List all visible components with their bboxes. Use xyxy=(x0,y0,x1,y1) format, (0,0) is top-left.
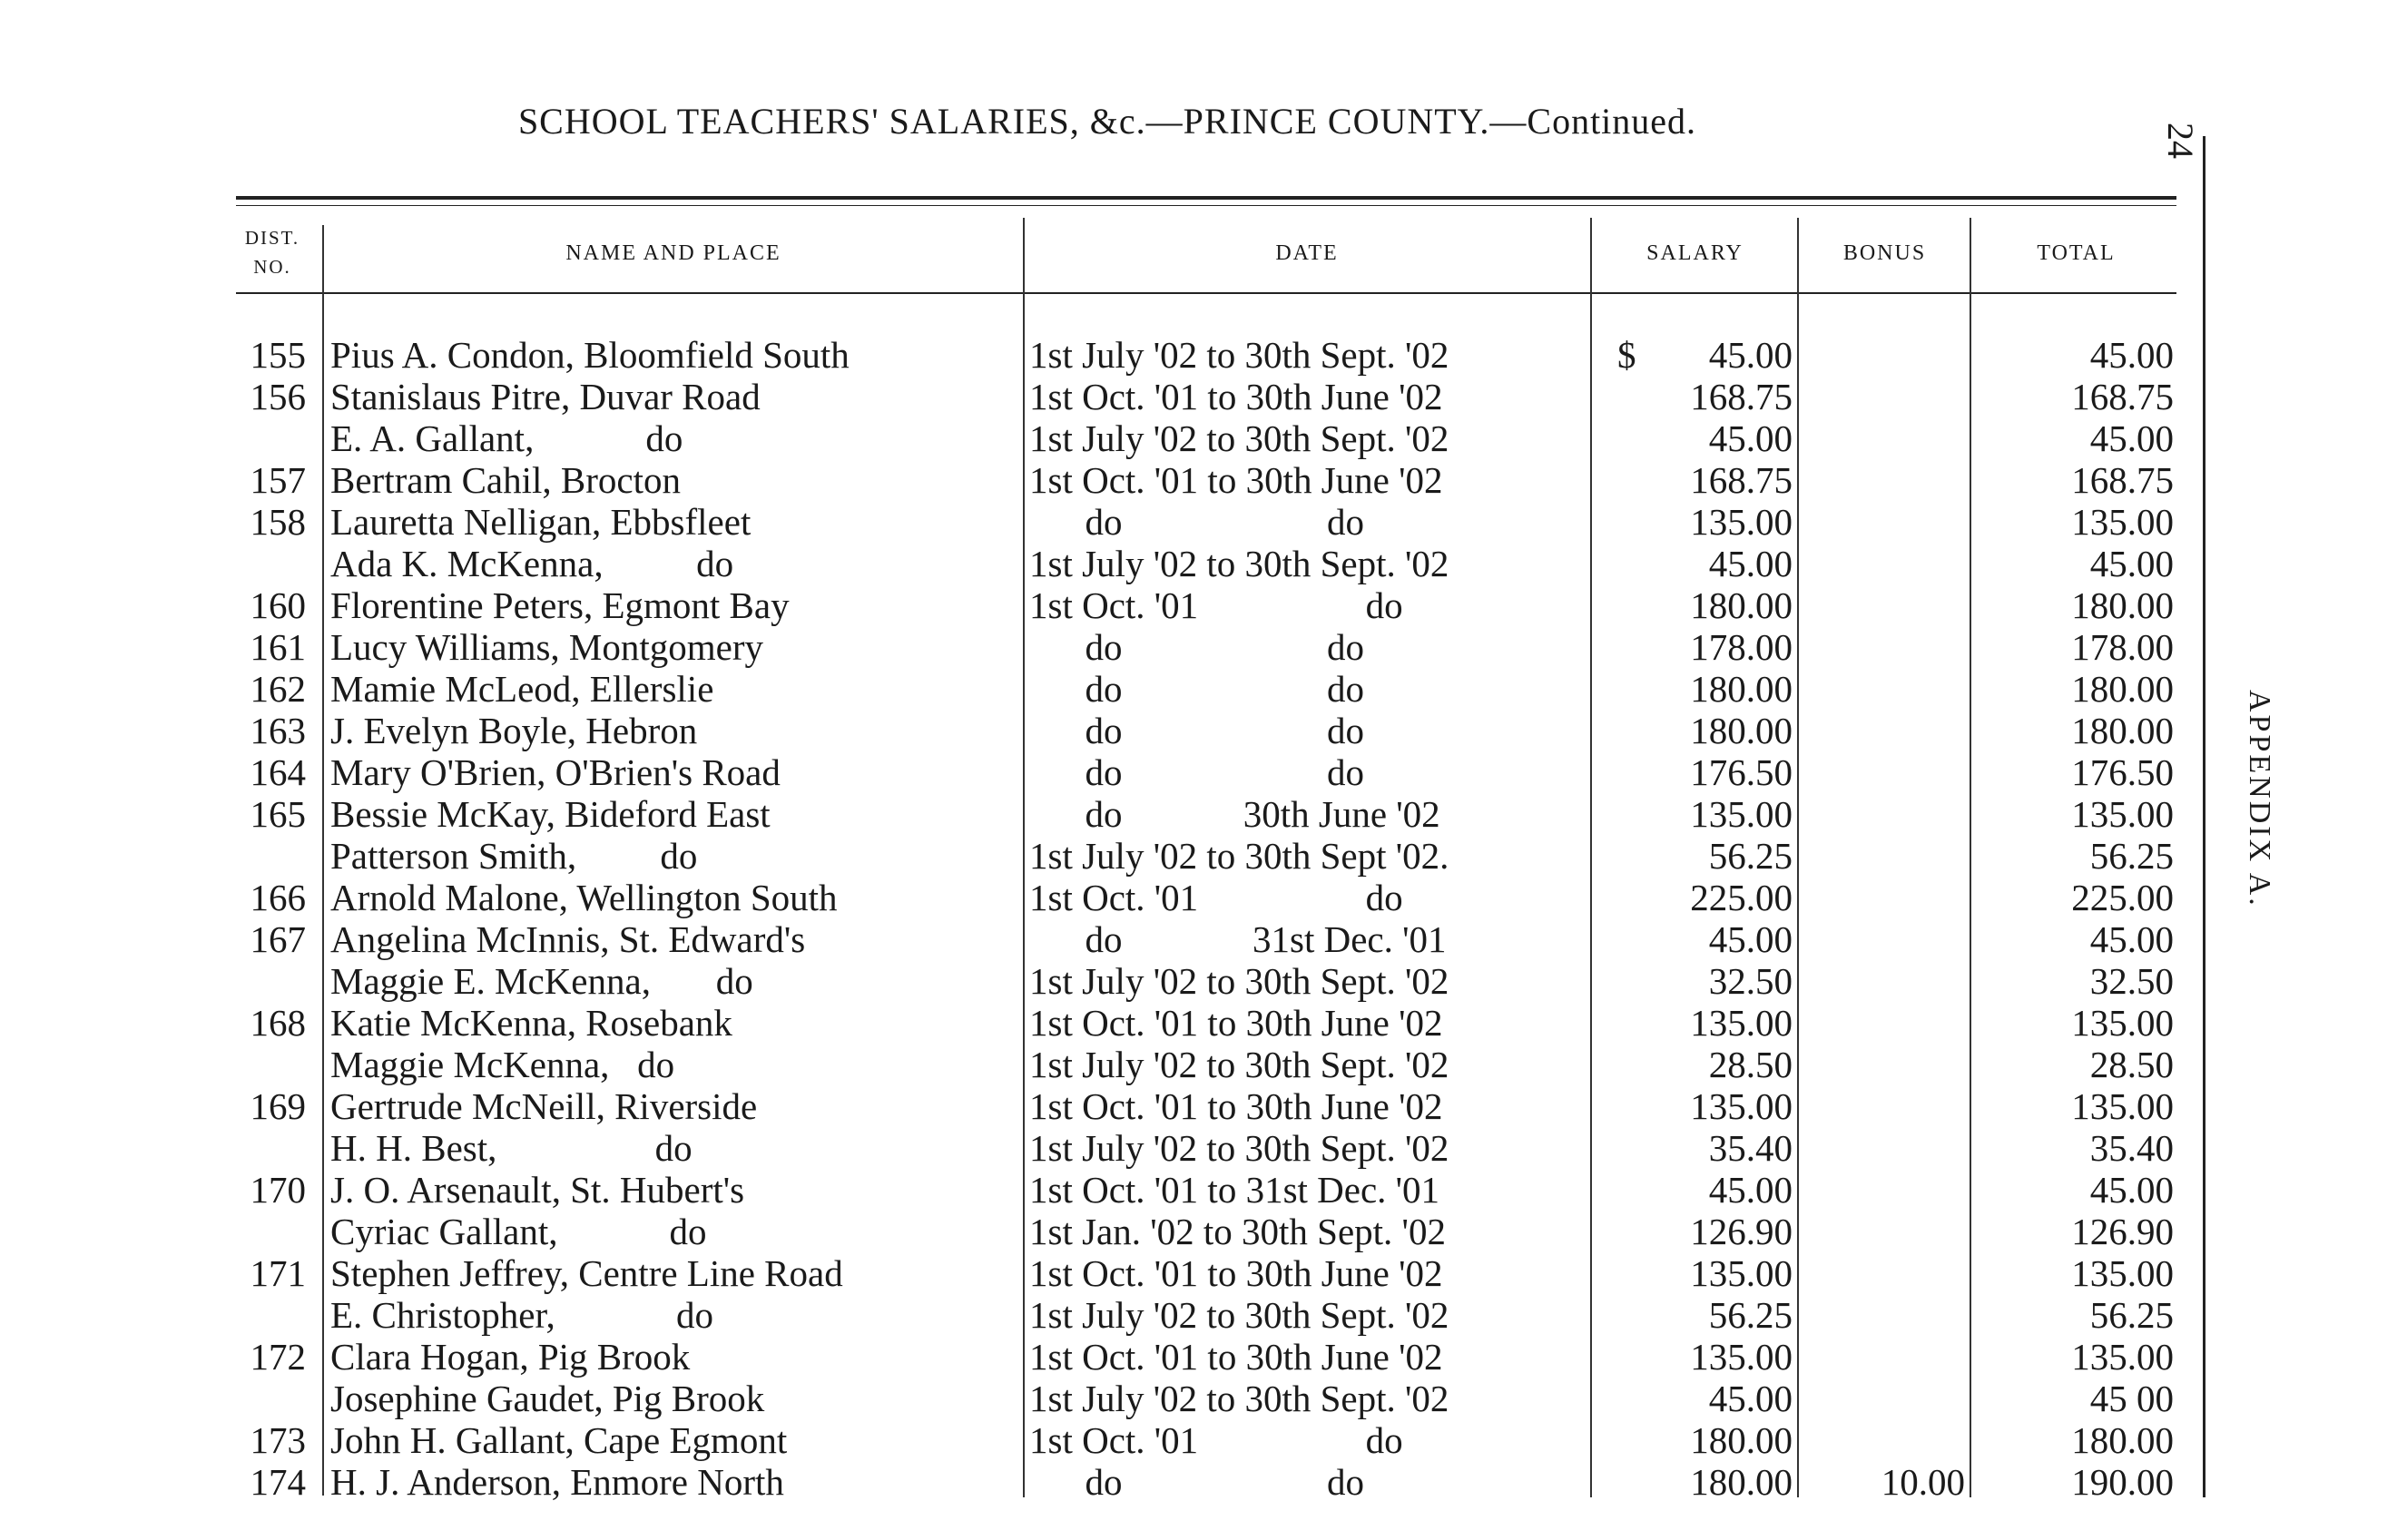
dist-no-cell: 174 xyxy=(250,1461,306,1503)
table-row xyxy=(0,1252,2397,1294)
name-place-cell: Stanislaus Pitre, Duvar Road xyxy=(330,376,761,417)
name-place-cell: Pius A. Condon, Bloomfield South xyxy=(330,334,850,376)
dist-no-cell: 155 xyxy=(250,334,306,376)
table-row xyxy=(0,1127,2397,1169)
name-place-cell: Stephen Jeffrey, Centre Line Road xyxy=(330,1252,843,1294)
date-cell: 1st Oct. '01 to 30th June '02 xyxy=(1029,376,1443,417)
dist-no-cell: 158 xyxy=(250,501,306,543)
dist-no-cell: 163 xyxy=(250,710,306,751)
name-place-cell: Lauretta Nelligan, Ebbsfleet xyxy=(330,501,752,543)
total-cell: 45.00 xyxy=(2089,1169,2174,1211)
salary-cell: 45.00 xyxy=(1708,543,1793,584)
salary-table-body xyxy=(0,334,2397,1503)
name-place-cell: E. A. Gallant, do xyxy=(330,417,683,459)
table-row xyxy=(0,918,2397,960)
table-row xyxy=(0,1378,2397,1419)
total-cell: 168.75 xyxy=(2071,459,2174,501)
salary-cell: 135.00 xyxy=(1690,1252,1793,1294)
name-place-cell: Florentine Peters, Egmont Bay xyxy=(330,584,790,626)
name-place-cell: H. H. Best, do xyxy=(330,1127,693,1169)
salary-cell: 45.00 xyxy=(1708,417,1793,459)
date-cell: 1st Oct. '01 to 30th June '02 xyxy=(1029,1002,1443,1044)
salary-cell: 32.50 xyxy=(1708,960,1793,1002)
name-place-cell: Mamie McLeod, Ellerslie xyxy=(330,668,714,710)
total-cell: 32.50 xyxy=(2089,960,2174,1002)
dist-no-cell: 171 xyxy=(250,1252,306,1294)
date-cell: 1st July '02 to 30th Sept. '02 xyxy=(1029,1044,1449,1085)
table-row xyxy=(0,1085,2397,1127)
salary-cell: 180.00 xyxy=(1690,668,1793,710)
name-place-cell: Maggie E. McKenna, do xyxy=(330,960,753,1002)
date-cell: 1st Oct. '01 do xyxy=(1029,877,1403,918)
total-cell: 178.00 xyxy=(2071,626,2174,668)
date-cell: 1st Oct. '01 to 30th June '02 xyxy=(1029,1252,1443,1294)
salary-cell: 135.00 xyxy=(1690,501,1793,543)
table-row xyxy=(0,835,2397,877)
date-cell: do do xyxy=(1029,668,1364,710)
table-row xyxy=(0,1294,2397,1336)
name-place-cell: Katie McKenna, Rosebank xyxy=(330,1002,732,1044)
total-cell: 126.90 xyxy=(2071,1211,2174,1252)
total-cell: 168.75 xyxy=(2071,376,2174,417)
total-cell: 45.00 xyxy=(2089,543,2174,584)
salary-cell: 45.00 xyxy=(1708,918,1793,960)
table-row xyxy=(0,1461,2397,1503)
total-cell: 28.50 xyxy=(2089,1044,2174,1085)
date-cell: 1st July '02 to 30th Sept. '02 xyxy=(1029,1127,1449,1169)
dist-no-cell: 167 xyxy=(250,918,306,960)
table-row xyxy=(0,710,2397,751)
dist-no-cell: 156 xyxy=(250,376,306,417)
dist-no-cell: 170 xyxy=(250,1169,306,1211)
dist-no-cell: 168 xyxy=(250,1002,306,1044)
table-row xyxy=(0,459,2397,501)
table-row xyxy=(0,751,2397,793)
date-cell: 1st Oct. '01 do xyxy=(1029,584,1403,626)
date-cell: do do xyxy=(1029,501,1364,543)
total-cell: 45.00 xyxy=(2089,417,2174,459)
total-cell: 56.25 xyxy=(2089,1294,2174,1336)
date-cell: do 30th June '02 xyxy=(1029,793,1440,835)
salary-cell: 168.75 xyxy=(1690,459,1793,501)
salary-cell: 180.00 xyxy=(1690,710,1793,751)
table-row xyxy=(0,1211,2397,1252)
header-bonus: BONUS xyxy=(1842,241,1927,265)
date-cell: 1st July '02 to 30th Sept. '02 xyxy=(1029,1294,1449,1336)
salary-cell: 180.00 xyxy=(1690,1419,1793,1461)
salary-cell: 28.50 xyxy=(1708,1044,1793,1085)
table-row xyxy=(0,877,2397,918)
name-place-cell: Josephine Gaudet, Pig Brook xyxy=(330,1378,765,1419)
page-number: 24 xyxy=(2160,123,2201,159)
date-cell: do 31st Dec. '01 xyxy=(1029,918,1447,960)
name-place-cell: Mary O'Brien, O'Brien's Road xyxy=(330,751,781,793)
table-row xyxy=(0,501,2397,543)
dist-no-cell: 164 xyxy=(250,751,306,793)
date-cell: 1st Oct. '01 to 30th June '02 xyxy=(1029,1085,1443,1127)
dist-no-cell: 173 xyxy=(250,1419,306,1461)
table-row xyxy=(0,1002,2397,1044)
name-place-cell: Bertram Cahil, Brocton xyxy=(330,459,681,501)
table-row xyxy=(0,793,2397,835)
table-row xyxy=(0,1044,2397,1085)
dist-no-cell: 166 xyxy=(250,877,306,918)
salary-cell: 35.40 xyxy=(1708,1127,1793,1169)
date-cell: 1st Jan. '02 to 30th Sept. '02 xyxy=(1029,1211,1446,1252)
bonus-cell: 10.00 xyxy=(1881,1461,1965,1503)
total-cell: 135.00 xyxy=(2071,501,2174,543)
salary-cell: 180.00 xyxy=(1690,584,1793,626)
date-cell: 1st July '02 to 30th Sept. '02 xyxy=(1029,960,1449,1002)
header-rule-thick xyxy=(236,196,2176,200)
salary-cell: 135.00 xyxy=(1690,1085,1793,1127)
salary-cell: 225.00 xyxy=(1690,877,1793,918)
header-name-and-place: NAME AND PLACE xyxy=(565,241,781,265)
salary-cell: 56.25 xyxy=(1708,835,1793,877)
salary-cell: 45.00 xyxy=(1708,1169,1793,1211)
dist-no-cell: 157 xyxy=(250,459,306,501)
total-cell: 45 00 xyxy=(2089,1378,2174,1419)
total-cell: 135.00 xyxy=(2071,1252,2174,1294)
name-place-cell: Patterson Smith, do xyxy=(330,835,698,877)
name-place-cell: Arnold Malone, Wellington South xyxy=(330,877,838,918)
table-row xyxy=(0,626,2397,668)
date-cell: do do xyxy=(1029,751,1364,793)
table-row xyxy=(0,1336,2397,1378)
total-cell: 35.40 xyxy=(2089,1127,2174,1169)
salary-cell: 180.00 xyxy=(1690,1461,1793,1503)
total-cell: 135.00 xyxy=(2071,793,2174,835)
name-place-cell: Cyriac Gallant, do xyxy=(330,1211,707,1252)
total-cell: 176.50 xyxy=(2071,751,2174,793)
name-place-cell: E. Christopher, do xyxy=(330,1294,713,1336)
table-row xyxy=(0,334,2397,376)
name-place-cell: J. Evelyn Boyle, Hebron xyxy=(330,710,698,751)
name-place-cell: J. O. Arsenault, St. Hubert's xyxy=(330,1169,745,1211)
salary-cell: 56.25 xyxy=(1708,1294,1793,1336)
total-cell: 225.00 xyxy=(2071,877,2174,918)
dist-no-cell: 169 xyxy=(250,1085,306,1127)
header-dist-no: DIST. NO. xyxy=(244,227,300,278)
date-cell: 1st Oct. '01 to 30th June '02 xyxy=(1029,459,1443,501)
date-cell: do do xyxy=(1029,710,1364,751)
table-row xyxy=(0,376,2397,417)
total-cell: 135.00 xyxy=(2071,1002,2174,1044)
salary-cell: 178.00 xyxy=(1690,626,1793,668)
date-cell: 1st July '02 to 30th Sept. '02 xyxy=(1029,417,1449,459)
column-header-rule xyxy=(236,292,2176,294)
name-place-cell: Maggie McKenna, do xyxy=(330,1044,675,1085)
name-place-cell: H. J. Anderson, Enmore North xyxy=(330,1461,784,1503)
header-salary: SALARY xyxy=(1646,241,1744,265)
date-cell: 1st July '02 to 30th Sept. '02 xyxy=(1029,1378,1449,1419)
total-cell: 180.00 xyxy=(2071,584,2174,626)
salary-cell: 135.00 xyxy=(1690,1002,1793,1044)
name-place-cell: Angelina McInnis, St. Edward's xyxy=(330,918,806,960)
name-place-cell: Lucy Williams, Montgomery xyxy=(330,626,764,668)
total-cell: 190.00 xyxy=(2071,1461,2174,1503)
salary-cell: 126.90 xyxy=(1690,1211,1793,1252)
dist-no-cell: 172 xyxy=(250,1336,306,1378)
date-cell: do do xyxy=(1029,1461,1364,1503)
table-row xyxy=(0,543,2397,584)
dist-no-cell: 160 xyxy=(250,584,306,626)
name-place-cell: John H. Gallant, Cape Egmont xyxy=(330,1419,788,1461)
table-row xyxy=(0,584,2397,626)
name-place-cell: Bessie McKay, Bideford East xyxy=(330,793,771,835)
salary-cell: 45.00 xyxy=(1708,334,1793,376)
table-row xyxy=(0,1169,2397,1211)
date-cell: 1st Oct. '01 to 30th June '02 xyxy=(1029,1336,1443,1378)
total-cell: 180.00 xyxy=(2071,710,2174,751)
salary-cell: 168.75 xyxy=(1690,376,1793,417)
total-cell: 45.00 xyxy=(2089,334,2174,376)
dist-no-cell: 161 xyxy=(250,626,306,668)
name-place-cell: Ada K. McKenna, do xyxy=(330,543,734,584)
date-cell: do do xyxy=(1029,626,1364,668)
salary-cell: 135.00 xyxy=(1690,793,1793,835)
total-cell: 180.00 xyxy=(2071,668,2174,710)
dollar-sign: $ xyxy=(1617,334,1636,376)
date-cell: 1st Oct. '01 do xyxy=(1029,1419,1403,1461)
table-row xyxy=(0,417,2397,459)
total-cell: 135.00 xyxy=(2071,1336,2174,1378)
salary-cell: 135.00 xyxy=(1690,1336,1793,1378)
table-row xyxy=(0,1419,2397,1461)
name-place-cell: Clara Hogan, Pig Brook xyxy=(330,1336,691,1378)
date-cell: 1st July '02 to 30th Sept '02. xyxy=(1029,835,1449,877)
dist-no-cell: 165 xyxy=(250,793,306,835)
header-date: DATE xyxy=(1275,241,1339,265)
dist-no-cell: 162 xyxy=(250,668,306,710)
header-rule-thin xyxy=(236,205,2176,206)
total-cell: 45.00 xyxy=(2089,918,2174,960)
total-cell: 56.25 xyxy=(2089,835,2174,877)
date-cell: 1st Oct. '01 to 31st Dec. '01 xyxy=(1029,1169,1440,1211)
total-cell: 180.00 xyxy=(2071,1419,2174,1461)
table-row xyxy=(0,960,2397,1002)
appendix-label: APPENDIX A. xyxy=(2243,690,2276,908)
page-title: SCHOOL TEACHERS' SALARIES, &c.—PRINCE COUNTY.—Continued. xyxy=(517,101,1697,142)
salary-cell: 176.50 xyxy=(1690,751,1793,793)
header-total: TOTAL xyxy=(2037,241,2116,265)
name-place-cell: Gertrude McNeill, Riverside xyxy=(330,1085,758,1127)
date-cell: 1st July '02 to 30th Sept. '02 xyxy=(1029,543,1449,584)
salary-cell: 45.00 xyxy=(1708,1378,1793,1419)
date-cell: 1st July '02 to 30th Sept. '02 xyxy=(1029,334,1449,376)
total-cell: 135.00 xyxy=(2071,1085,2174,1127)
table-row xyxy=(0,668,2397,710)
